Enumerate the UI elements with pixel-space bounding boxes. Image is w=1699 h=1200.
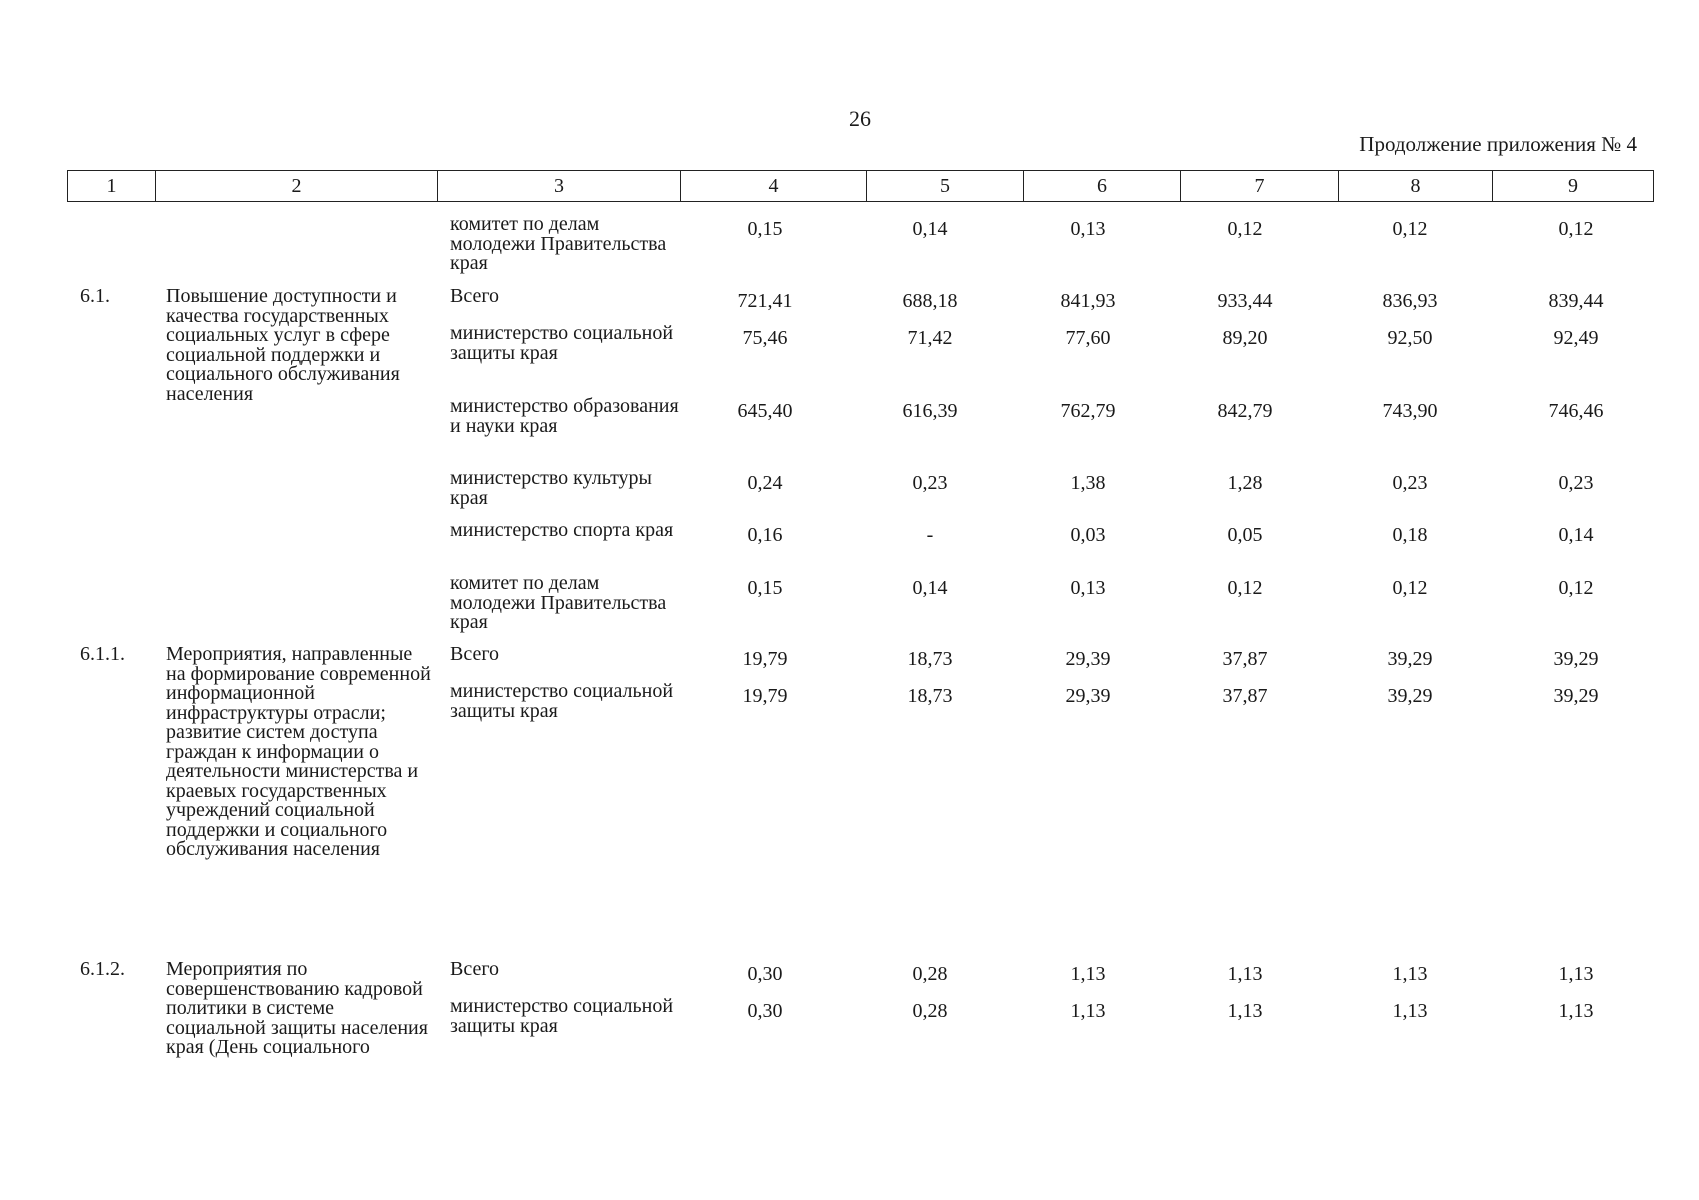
value-col-6: 1,13 — [1070, 963, 1106, 985]
value-col-5: 616,39 — [902, 400, 958, 422]
column-header-4: 4 — [681, 171, 867, 202]
value-col-6: 841,93 — [1060, 290, 1116, 312]
value-col-7: 89,20 — [1222, 327, 1268, 349]
value-col-4: 0,24 — [747, 472, 783, 494]
value-col-6: 0,03 — [1070, 524, 1106, 546]
page-number: 26 — [849, 106, 871, 131]
value-col-9: 0,12 — [1558, 577, 1594, 599]
value-col-6: 1,38 — [1070, 472, 1106, 494]
value-col-8: 1,13 — [1392, 1000, 1428, 1022]
value-col-5: 0,14 — [912, 577, 948, 599]
value-col-8: 0,18 — [1392, 524, 1428, 546]
value-col-4: 0,15 — [747, 577, 783, 599]
column-header-1: 1 — [68, 171, 156, 202]
value-col-9: 839,44 — [1548, 290, 1604, 312]
funding-source-label: министерство социальной защиты края — [450, 322, 674, 364]
value-col-6: 1,13 — [1070, 1000, 1106, 1022]
value-col-7: 842,79 — [1217, 400, 1273, 422]
column-header-8: 8 — [1339, 171, 1493, 202]
value-col-7: 37,87 — [1222, 648, 1268, 670]
funding-source-label: министерство образования и науки края — [450, 395, 679, 437]
value-col-7: 1,28 — [1227, 472, 1263, 494]
value-col-7: 0,12 — [1227, 577, 1263, 599]
item-code: 6.1. — [80, 285, 110, 307]
item-code: 6.1.2. — [80, 958, 125, 980]
value-col-5: 0,28 — [912, 963, 948, 985]
value-col-9: 92,49 — [1553, 327, 1599, 349]
value-col-9: 39,29 — [1553, 648, 1599, 670]
value-col-4: 721,41 — [737, 290, 793, 312]
value-col-6: 762,79 — [1060, 400, 1116, 422]
funding-source-label: комитет по делам молодежи Правительства края — [450, 572, 667, 633]
value-col-6: 29,39 — [1065, 685, 1111, 707]
column-header-2: 2 — [156, 171, 438, 202]
value-col-5: 0,28 — [912, 1000, 948, 1022]
value-col-9: 0,14 — [1558, 524, 1594, 546]
value-col-7: 0,12 — [1227, 218, 1263, 240]
appendix-continuation-title: Продолжение приложения № 4 — [1359, 132, 1637, 156]
value-col-9: 746,46 — [1548, 400, 1604, 422]
value-col-8: 39,29 — [1387, 685, 1433, 707]
value-col-4: 19,79 — [742, 648, 788, 670]
value-col-5: 0,23 — [912, 472, 948, 494]
value-col-4: 0,16 — [747, 524, 783, 546]
value-col-6: 0,13 — [1070, 218, 1106, 240]
column-header-3: 3 — [438, 171, 681, 202]
funding-source-label: министерство социальной защиты края — [450, 995, 674, 1037]
value-col-5: 18,73 — [907, 685, 953, 707]
value-col-8: 92,50 — [1387, 327, 1433, 349]
value-col-7: 1,13 — [1227, 1000, 1263, 1022]
value-col-9: 39,29 — [1553, 685, 1599, 707]
value-col-5: 0,14 — [912, 218, 948, 240]
column-header-5: 5 — [867, 171, 1024, 202]
funding-source-label: Всего — [450, 285, 500, 307]
value-col-9: 0,23 — [1558, 472, 1594, 494]
value-col-9: 1,13 — [1558, 963, 1594, 985]
value-col-4: 0,30 — [747, 1000, 783, 1022]
column-header-6: 6 — [1024, 171, 1181, 202]
value-col-7: 933,44 — [1217, 290, 1273, 312]
value-col-8: 743,90 — [1382, 400, 1438, 422]
value-col-4: 0,15 — [747, 218, 783, 240]
funding-source-label: Всего — [450, 643, 500, 665]
item-name: Мероприятия, направленные на формирование современной информационной инфраструктуры отрасли; развитие систем доступа граждан к информации о деятельности министерства и краевых государственных учреждений социальной поддержки и социального обслуживания населения — [166, 643, 431, 860]
item-name: Мероприятия по совершенствованию кадровой политики в системе социальной защиты населения края (День социального — [166, 958, 428, 1058]
value-col-8: 1,13 — [1392, 963, 1428, 985]
value-col-4: 19,79 — [742, 685, 788, 707]
value-col-6: 0,13 — [1070, 577, 1106, 599]
funding-source-label: министерство спорта края — [450, 519, 674, 541]
value-col-8: 0,12 — [1392, 577, 1428, 599]
value-col-7: 37,87 — [1222, 685, 1268, 707]
value-col-8: 836,93 — [1382, 290, 1438, 312]
item-code: 6.1.1. — [80, 643, 125, 665]
value-col-8: 39,29 — [1387, 648, 1433, 670]
value-col-6: 29,39 — [1065, 648, 1111, 670]
column-header-7: 7 — [1181, 171, 1339, 202]
value-col-5: 18,73 — [907, 648, 953, 670]
value-col-7: 0,05 — [1227, 524, 1263, 546]
value-col-9: 0,12 — [1558, 218, 1594, 240]
value-col-8: 0,23 — [1392, 472, 1428, 494]
value-col-7: 1,13 — [1227, 963, 1263, 985]
column-header-9: 9 — [1493, 171, 1654, 202]
value-col-5: - — [926, 524, 934, 546]
value-col-9: 1,13 — [1558, 1000, 1594, 1022]
value-col-4: 75,46 — [742, 327, 788, 349]
value-col-5: 71,42 — [907, 327, 953, 349]
value-col-6: 77,60 — [1065, 327, 1111, 349]
value-col-8: 0,12 — [1392, 218, 1428, 240]
item-name: Повышение доступности и качества государственных социальных услуг в сфере социальной поддержки и социального обслуживания населения — [166, 285, 400, 405]
value-col-5: 688,18 — [902, 290, 958, 312]
funding-source-label: министерство культуры края — [450, 467, 652, 509]
value-col-4: 645,40 — [737, 400, 793, 422]
funding-source-label: министерство социальной защиты края — [450, 680, 674, 722]
funding-source-label: комитет по делам молодежи Правительства края — [450, 213, 667, 274]
funding-source-label: Всего — [450, 958, 500, 980]
value-col-4: 0,30 — [747, 963, 783, 985]
